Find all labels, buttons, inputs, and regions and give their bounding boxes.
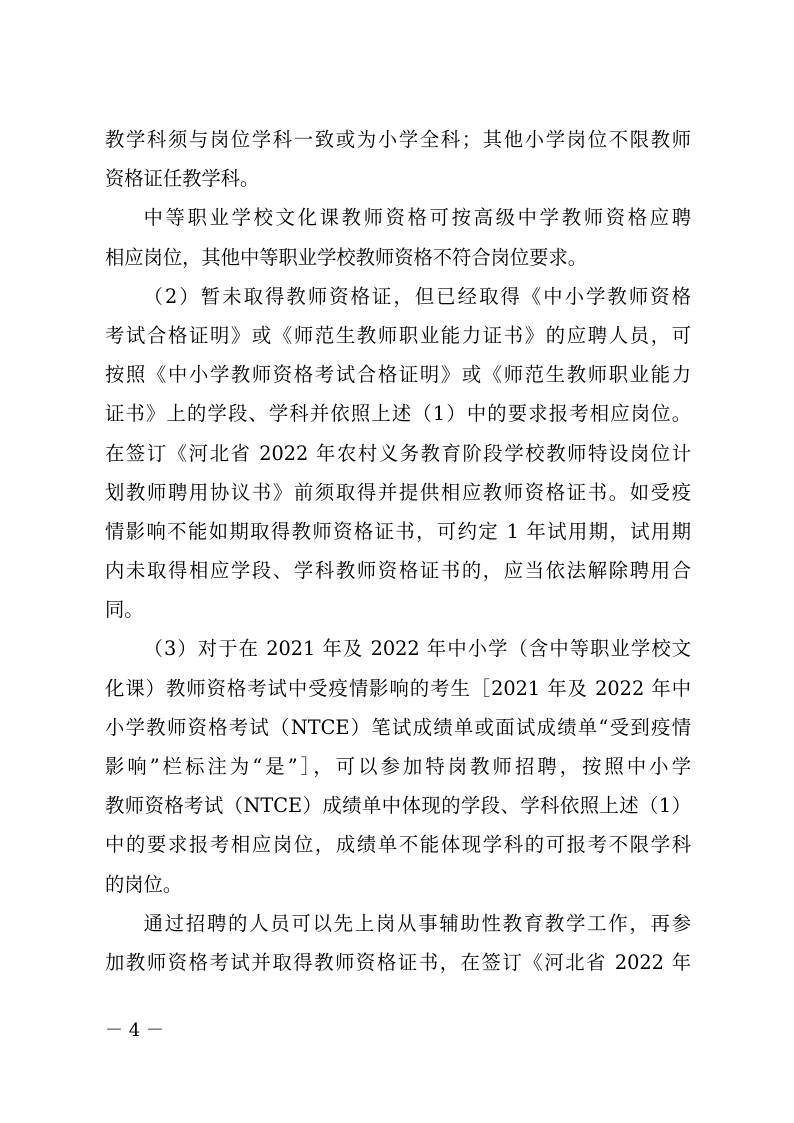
text-line: 在签订《河北省 2022 年农村义务教育阶段学校教师特设岗位计 — [105, 441, 691, 465]
text-line: 的岗位。 — [105, 872, 183, 896]
text-line: 教学科须与岗位学科一致或为小学全科；其他小学岗位不限教师 — [105, 128, 691, 151]
text-line: 按照《中小学教师资格考试合格证明》或《师范生教师职业能力 — [105, 363, 691, 387]
text-line: 教师资格考试（NTCE）成绩单中体现的学段、学科依照上述（1） — [105, 794, 691, 818]
text-line: （3）对于在 2021 年及 2022 年中小学（含中等职业学校文 — [143, 637, 691, 661]
body-text — [105, 120, 691, 982]
text-line: 情影响不能如期取得教师资格证书，可约定 1 年试用期，试用期 — [105, 519, 691, 543]
text-line: 通过招聘的人员可以先上岗从事辅助性教育教学工作，再参 — [143, 911, 691, 935]
page-number: － 4 － — [105, 1020, 164, 1041]
text-line: 小学教师资格考试（NTCE）笔试成绩单或面试成绩单“受到疫情 — [105, 715, 691, 739]
text-line: 中等职业学校文化课教师资格可按高级中学教师资格应聘 — [143, 206, 691, 230]
text-line: 资格证任教学科。 — [105, 167, 260, 191]
text-line: 同。 — [105, 598, 144, 622]
text-line: 证书》上的学段、学科并依照上述（1）中的要求报考相应岗位。 — [105, 402, 691, 426]
text-line: （2）暂未取得教师资格证，但已经取得《中小学教师资格 — [143, 284, 691, 308]
text-line: 划教师聘用协议书》前须取得并提供相应教师资格证书。如受疫 — [105, 480, 691, 504]
text-line: 加教师资格考试并取得教师资格证书，在签订《河北省 2022 年 — [105, 950, 691, 974]
text-line: 相应岗位，其他中等职业学校教师资格不符合岗位要求。 — [105, 245, 588, 269]
text-line: 影响”栏标注为“是”］，可以参加特岗教师招聘，按照中小学 — [105, 755, 691, 778]
text-line: 化课）教师资格考试中受疫情影响的考生［2021 年及 2022 年中 — [105, 676, 691, 700]
text-line: 考试合格证明》或《师范生教师职业能力证书》的应聘人员，可 — [105, 323, 691, 347]
text-line: 中的要求报考相应岗位，成绩单不能体现学科的可报考不限学科 — [105, 833, 691, 857]
text-line: 内未取得相应学段、学科教师资格证书的，应当依法解除聘用合 — [105, 559, 691, 583]
